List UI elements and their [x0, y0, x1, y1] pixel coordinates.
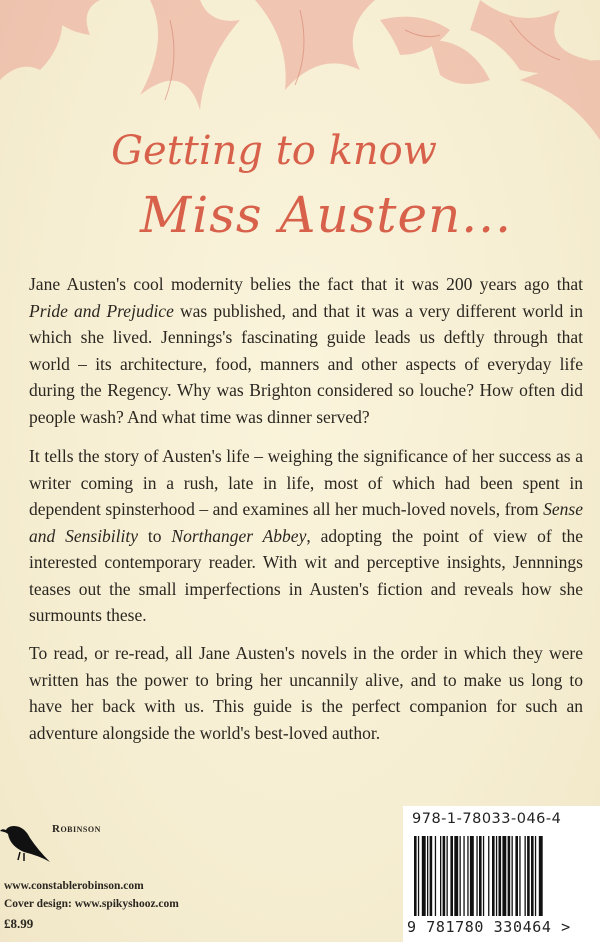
robinson-bird-logo [0, 806, 52, 866]
book-title-pride-and-prejudice: Pride and Prejudice [29, 300, 174, 321]
cover-design-credit: Cover design: www.spikyshooz.com [4, 898, 179, 910]
isbn-number: 978-1-78033-046-4 [412, 811, 562, 827]
blurb-paragraph-1: Jane Austen's cool modernity belies the fact that it was 200 years ago that Pride and Prejudice was published, and that it was a very different world in which she lived. Jennings's fascinating guide leads us deftly through that world – its architecture, food, manners and other aspects of everyday life during the Regency. Why was Brighton considered so louche? How often did people wash? And what time was dinner served? [29, 274, 583, 427]
price: £8.99 [4, 916, 34, 931]
blurb-paragraph-2: It tells the story of Austen's life – weighing the significance of her success as a writer coming in a rush, late in life, most of which had been spent in dependent spinsterhood – and examines all her much-loved novels, from Sense and Sensibility to Northanger Abbey, adopting the point of view of the interested contemporary reader. With wit and perceptive insights, Jennnings teases out the small imperfections in Austen's fiction and reveals how she surmounts these. [29, 446, 583, 625]
title-line-1: Getting to know [111, 128, 437, 174]
title-line-2: Miss Austen... [140, 186, 512, 244]
book-title-northanger-abbey: Northanger Abbey [171, 525, 307, 546]
publisher-website: www.constablerobinson.com [4, 880, 144, 892]
barcode-bars [414, 836, 590, 916]
book-title-sense-and-sensibility: Sense and Sensibility [29, 499, 583, 546]
publisher-name: Robinson [52, 823, 101, 835]
blurb-paragraph-3: To read, or re-read, all Jane Austen's novels in the order in which they were written has the power to bring her uncannily alive, and to make us long to have her back with us. This guide is the perfect companion for such an adventure alongside the world's best-loved author. [29, 643, 583, 743]
isbn-digits: 9 781780 330464 > [407, 918, 571, 936]
isbn-barcode [403, 806, 600, 942]
